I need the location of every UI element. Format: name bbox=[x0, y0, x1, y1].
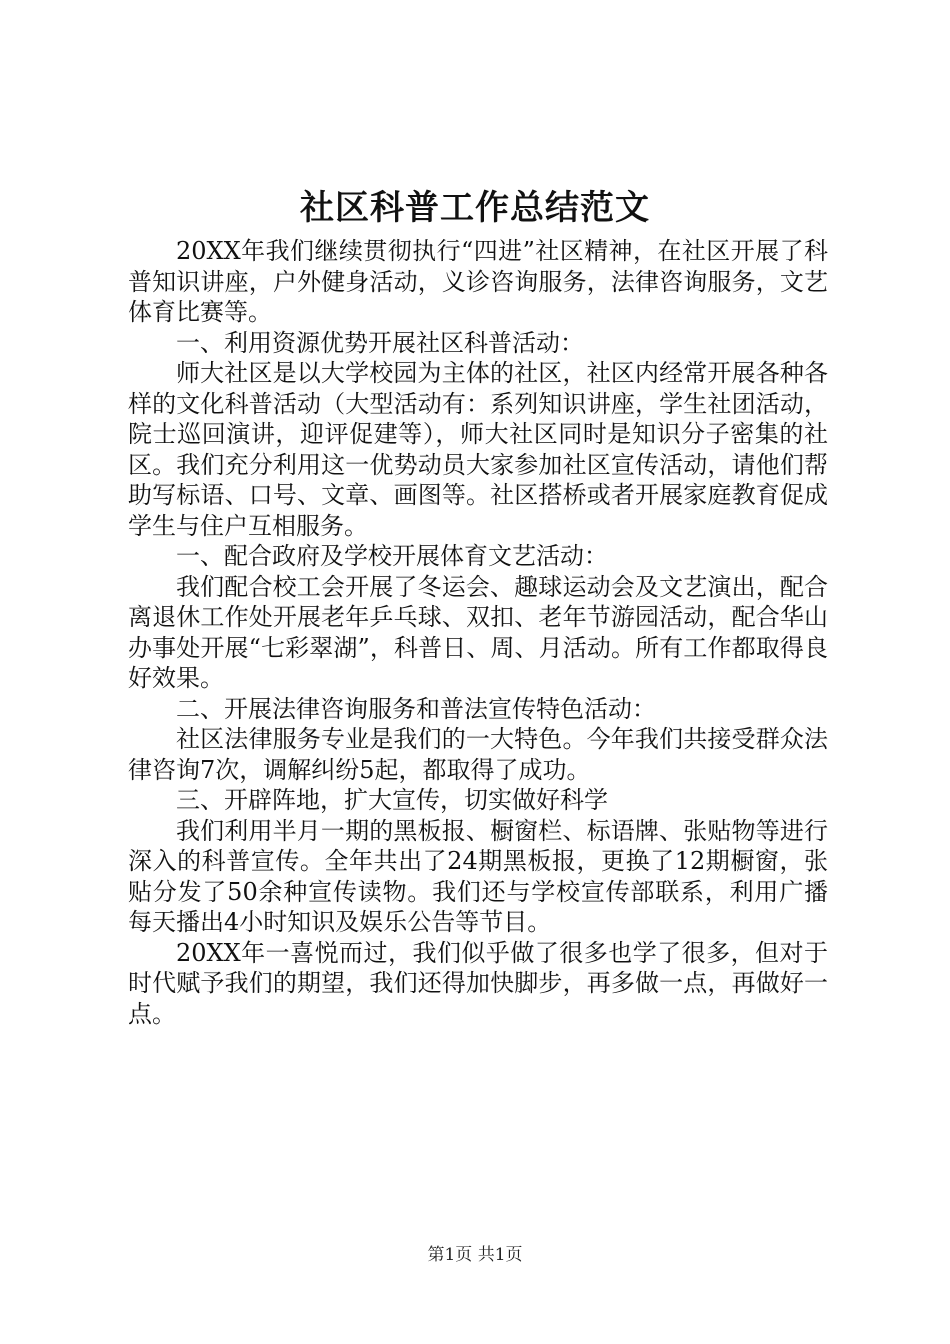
paragraph-sports-arts: 我们配合校工会开展了冬运会、趣球运动会及文艺演出，配合离退休工作处开展老年乒乓球、双扣、老年节游园活动，配合华山办事处开展“七彩翠湖”，科普日、周、月活动。所有工作都取得良好效果。 bbox=[128, 572, 828, 692]
section-heading-publicity: 三、开辟阵地，扩大宣传，切实做好科学 bbox=[176, 786, 608, 814]
paragraph-publicity: 我们利用半月一期的黑板报、橱窗栏、标语牌、张贴物等进行深入的科普宣传。全年共出了24期黑板报，更换了12期橱窗，张贴分发了50余种宣传读物。我们还与学校宣传部联系，利用广播每天播出4小时知识及娱乐公告等节目。 bbox=[128, 816, 828, 936]
paragraph-legal: 社区法律服务专业是我们的一大特色。今年我们共接受群众法律咨询7次，调解纠纷5起，都取得了成功。 bbox=[128, 725, 828, 784]
section-heading-legal: 二、开展法律咨询服务和普法宣传特色活动： bbox=[176, 694, 656, 723]
document-body bbox=[128, 236, 828, 1029]
document-title: 社区科普工作总结范文 bbox=[300, 188, 650, 228]
section-heading-resources: 一、利用资源优势开展社区科普活动： bbox=[176, 328, 584, 357]
page-number-footer: 第1页 共1页 bbox=[427, 1245, 523, 1265]
paragraph-conclusion: 20XX年一喜悦而过，我们似乎做了很多也学了很多，但对于时代赋予我们的期望，我们还得加快脚步，再多做一点，再做好一点。 bbox=[128, 938, 828, 1028]
paragraph-intro: 20XX年我们继续贯彻执行“四进”社区精神，在社区开展了科普知识讲座，户外健身活动，义诊咨询服务，法律咨询服务，文艺体育比赛等。 bbox=[128, 237, 828, 326]
paragraph-resources: 师大社区是以大学校园为主体的社区，社区内经常开展各种各样的文化科普活动（大型活动有：系列知识讲座，学生社团活动，院士巡回演讲，迎评促建等），师大社区同时是知识分子密集的社区。我们充分利用这一优势动员大家参加社区宣传活动，请他们帮助写标语、口号、文章、画图等。社区搭桥或者开展家庭教育促成学生与住户互相服务。 bbox=[128, 359, 828, 540]
section-heading-sports-arts: 一、配合政府及学校开展体育文艺活动： bbox=[176, 542, 608, 570]
